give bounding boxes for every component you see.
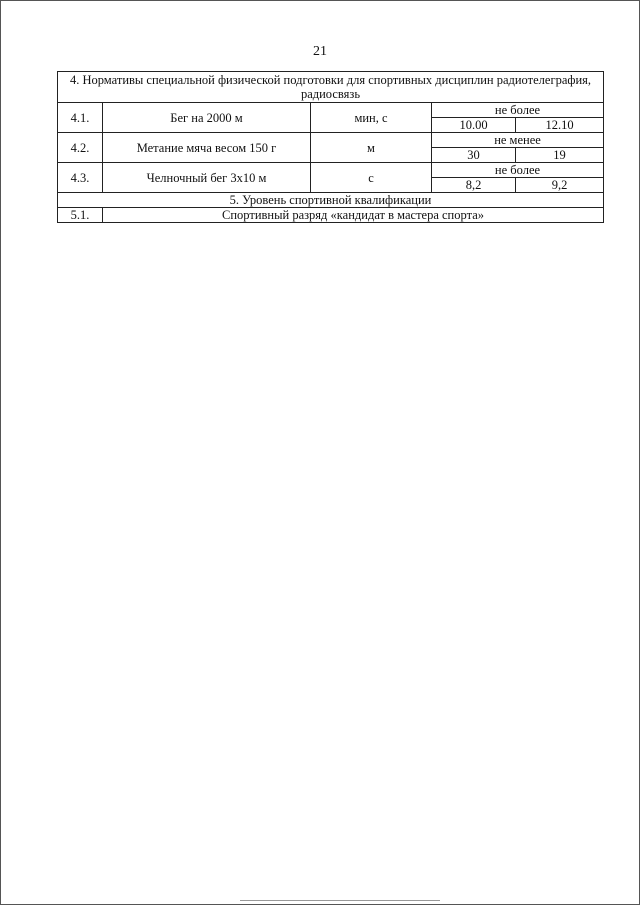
exercise-name: Челночный бег 3х10 м [103, 163, 311, 193]
norms-table [57, 71, 604, 223]
value-b: 9,2 [516, 178, 604, 193]
row-number: 4.1. [58, 103, 103, 133]
unit: с [311, 163, 432, 193]
section-4-title: 4. Нормативы специальной физической подготовки для спортивных дисциплин радиотелеграфия, радиосвязь [58, 72, 604, 103]
table-row [58, 208, 604, 223]
qualification-text: Спортивный разряд «кандидат в мастера спорта» [103, 208, 604, 223]
row-number: 4.2. [58, 133, 103, 163]
value-b: 19 [516, 148, 604, 163]
value-a: 10.00 [432, 118, 516, 133]
section-5-title: 5. Уровень спортивной квалификации [58, 193, 604, 208]
condition: не более [432, 163, 604, 178]
table-row [58, 163, 604, 178]
table-row [58, 103, 604, 118]
table-row [58, 133, 604, 148]
unit: мин, с [311, 103, 432, 133]
row-number: 5.1. [58, 208, 103, 223]
condition: не более [432, 103, 604, 118]
value-a: 30 [432, 148, 516, 163]
scan-artifact-line [240, 900, 440, 901]
value-b: 12.10 [516, 118, 604, 133]
exercise-name: Метание мяча весом 150 г [103, 133, 311, 163]
unit: м [311, 133, 432, 163]
section-5-header-row [58, 193, 604, 208]
page-number: 21 [313, 44, 327, 59]
condition: не менее [432, 133, 604, 148]
value-a: 8,2 [432, 178, 516, 193]
section-4-header-row [58, 72, 604, 103]
row-number: 4.3. [58, 163, 103, 193]
exercise-name: Бег на 2000 м [103, 103, 311, 133]
